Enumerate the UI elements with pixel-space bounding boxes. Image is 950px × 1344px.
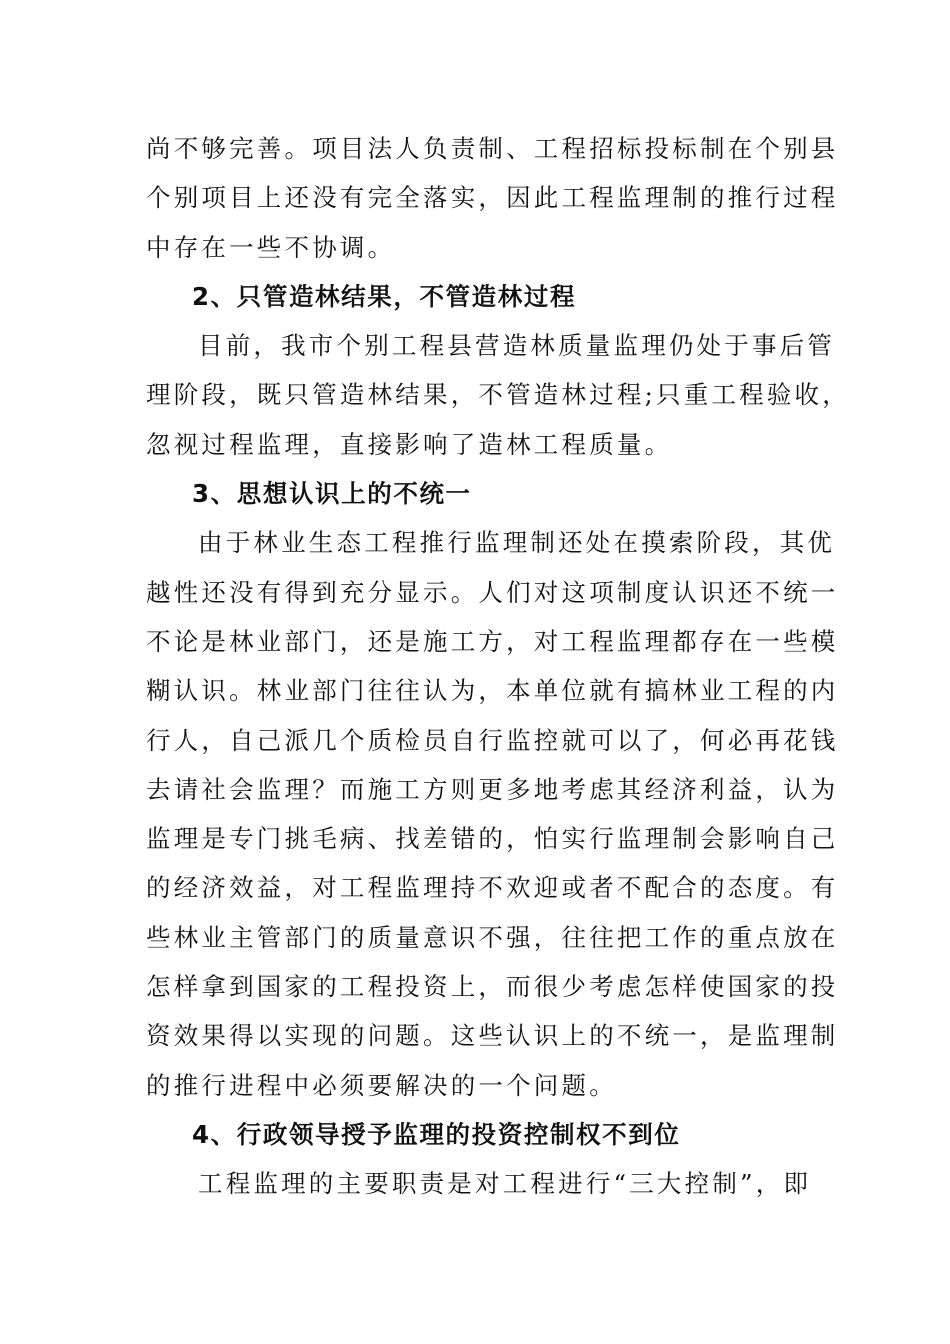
paragraph-line: 糊认识。林业部门往往认为，本单位就有搞林业工程的内 <box>146 676 839 706</box>
paragraph-line: 资效果得以实现的问题。这些认识上的不统一，是监理制 <box>146 1021 839 1051</box>
document-page <box>146 124 850 1209</box>
paragraph-line: 工程监理的主要职责是对工程进行“三大控制”，即 <box>198 1169 812 1199</box>
paragraph-line: 越性还没有得到充分显示。人们对这项制度认识还不统一 <box>146 577 839 607</box>
paragraph-line: 些林业主管部门的质量意识不强，往往把工作的重点放在 <box>146 922 839 952</box>
paragraph-line: 忽视过程监理，直接影响了造林工程质量。 <box>146 429 673 459</box>
paragraph-line: 去请社会监理？而施工方则更多地考虑其经济利益，认为 <box>146 774 839 804</box>
paragraph-line: 尚不够完善。项目法人负责制、工程招标投标制在个别县 <box>146 134 839 163</box>
paragraph-line: 不论是林业部门，还是施工方，对工程监理都存在一些模 <box>146 626 839 656</box>
paragraph-line: 监理是专门挑毛病、找差错的，怕实行监理制会影响自己 <box>146 824 839 854</box>
paragraph-line: 中存在一些不协调。 <box>146 232 396 262</box>
paragraph-line: 目前，我市个别工程县营造林质量监理仍处于事后管 <box>198 331 836 361</box>
paragraph-line: 怎样拿到国家的工程投资上，而很少考虑怎样使国家的投 <box>146 972 839 1002</box>
section-heading-4: 4、行政领导授予监理的投资控制权不到位 <box>192 1119 681 1149</box>
section-heading-2: 2、只管造林结果，不管造林过程 <box>192 281 577 311</box>
paragraph-line: 理阶段，既只管造林结果，不管造林过程;只重工程验收， <box>146 380 850 410</box>
paragraph-line: 行人，自己派几个质检员自行监控就可以了，何必再花钱 <box>146 725 839 755</box>
paragraph-line: 的推行进程中必须要解决的一个问题。 <box>146 1070 617 1100</box>
paragraph-line: 个别项目上还没有完全落实，因此工程监理制的推行过程 <box>146 183 839 213</box>
paragraph-line: 由于林业生态工程推行监理制还处在摸索阶段，其优 <box>198 528 836 558</box>
section-heading-3: 3、思想认识上的不统一 <box>192 479 472 509</box>
paragraph-line: 的经济效益，对工程监理持不欢迎或者不配合的态度。有 <box>146 873 839 903</box>
